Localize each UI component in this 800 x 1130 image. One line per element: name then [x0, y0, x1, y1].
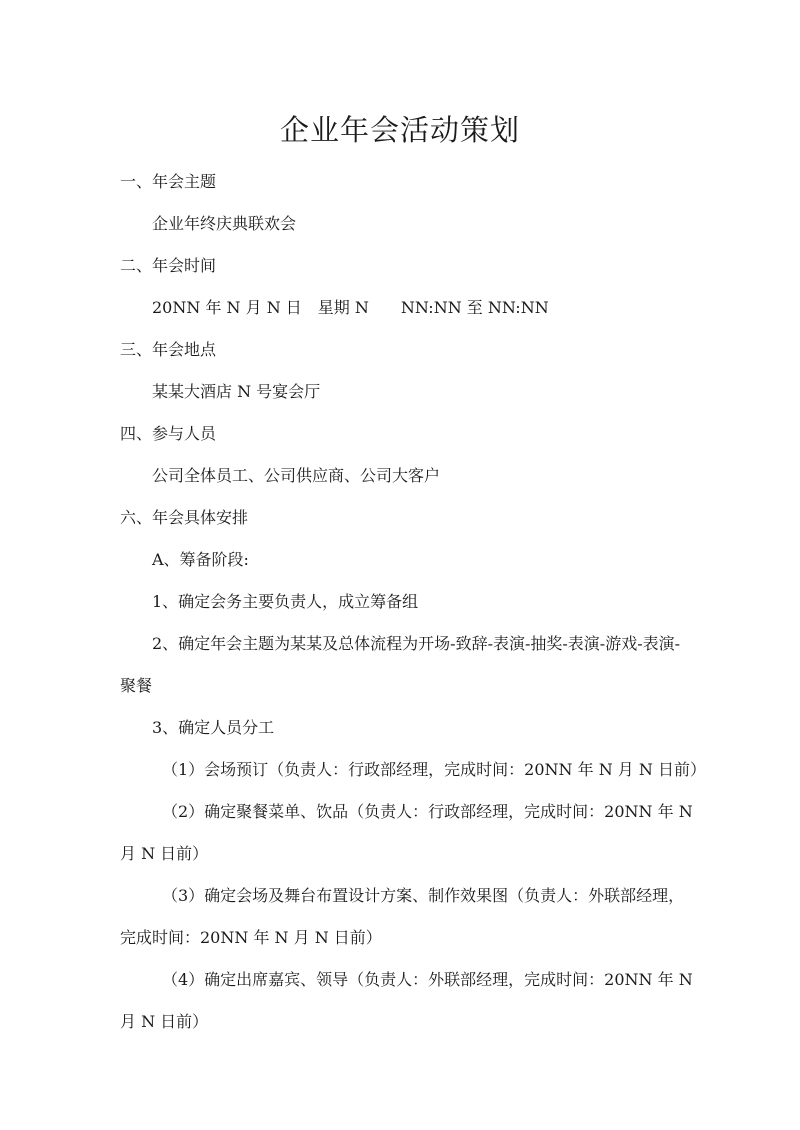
section-heading-arrangement: 六、年会具体安排 — [120, 508, 249, 527]
sub-item-3: （3）确定会场及舞台布置设计方案、制作效果图（负责人：外联部经理， — [162, 886, 685, 905]
sub-item-1: （1）会场预订（负责人：行政部经理，完成时间：20NN 年 N 月 N 日前） — [162, 760, 706, 779]
list-item-3: 3、确定人员分工 — [152, 718, 275, 737]
theme-text: 企业年终庆典联欢会 — [152, 214, 297, 233]
list-item-1: 1、确定会务主要负责人，成立筹备组 — [152, 592, 419, 611]
sub-item-3-continued: 完成时间：20NN 年 N 月 N 日前） — [120, 928, 382, 947]
list-item-2: 2、确定年会主题为某某及总体流程为开场-致辞-表演-抽奖-表演-游戏-表演- — [152, 634, 681, 653]
section-heading-theme: 一、年会主题 — [120, 172, 217, 191]
section-heading-attendees: 四、参与人员 — [120, 424, 217, 443]
venue-text: 某某大酒店 N 号宴会厅 — [152, 382, 321, 401]
sub-item-4-continued: 月 N 日前） — [120, 1012, 209, 1031]
sub-item-2-continued: 月 N 日前） — [120, 844, 209, 863]
section-heading-venue: 三、年会地点 — [120, 340, 217, 359]
stage-a-heading: A、筹备阶段: — [152, 550, 249, 569]
sub-item-4: （4）确定出席嘉宾、领导（负责人：外联部经理，完成时间：20NN 年 N — [162, 970, 693, 989]
attendees-text: 公司全体员工、公司供应商、公司大客户 — [152, 466, 441, 485]
time-text: 20NN 年 N 月 N 日 星期 N NN:NN 至 NN:NN — [152, 298, 549, 317]
sub-item-2: （2）确定聚餐菜单、饮品（负责人：行政部经理，完成时间：20NN 年 N — [162, 802, 693, 821]
list-item-2-continued: 聚餐 — [120, 676, 153, 695]
section-heading-time: 二、年会时间 — [120, 256, 217, 275]
document-title: 企业年会活动策划 — [279, 113, 520, 147]
